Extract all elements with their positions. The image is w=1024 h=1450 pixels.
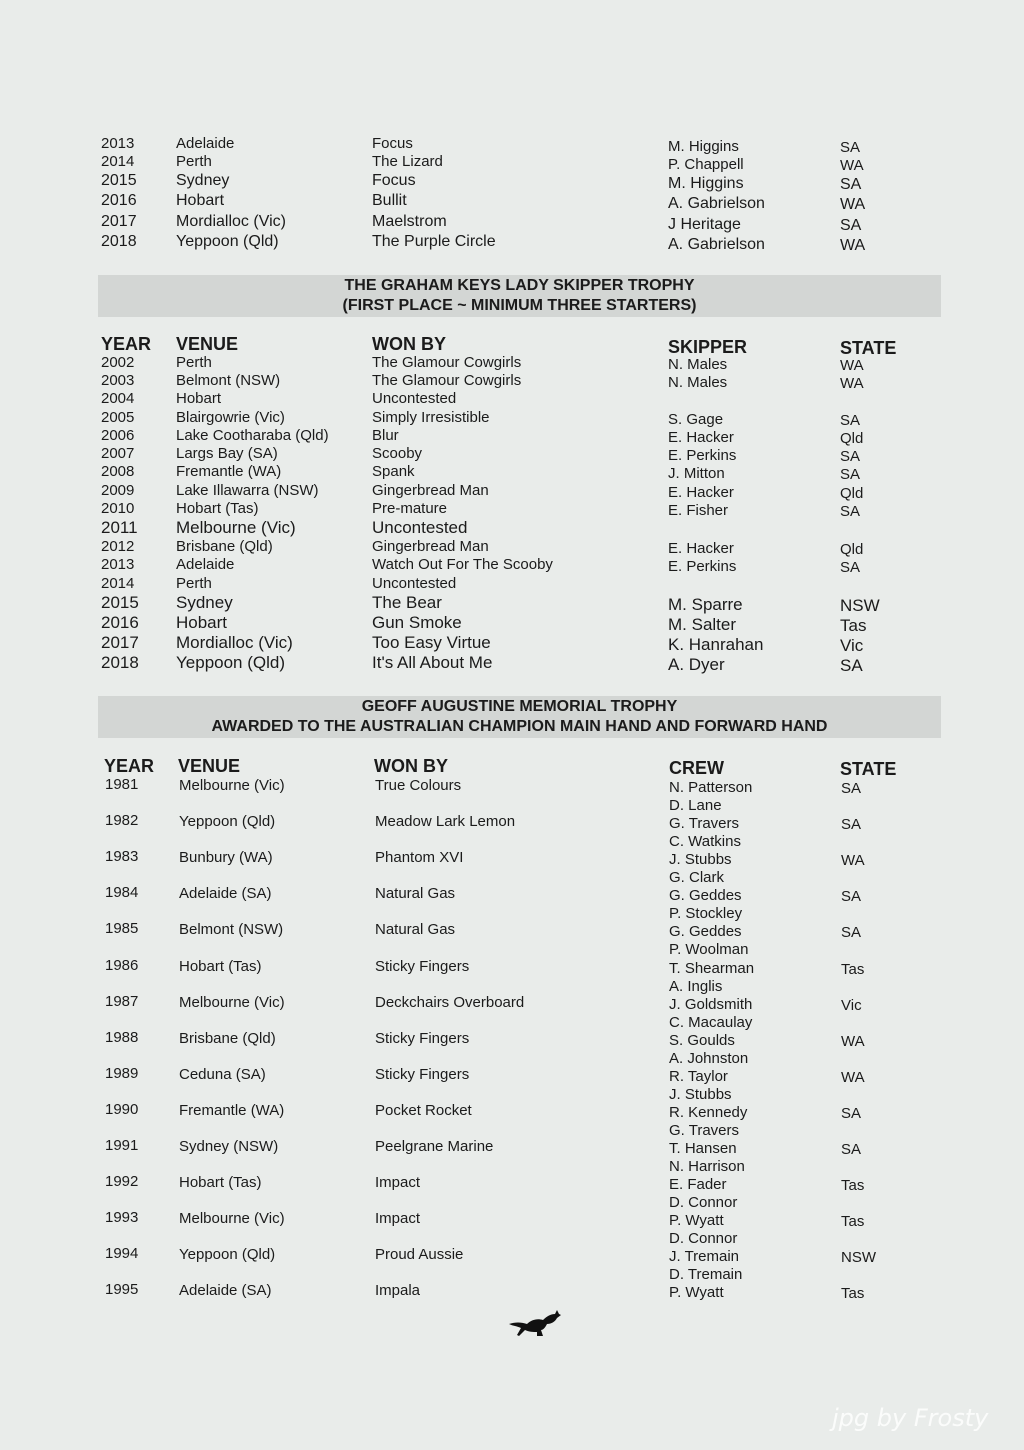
year-cell: 1989 [105,1065,139,1082]
state-cell: Qld [840,485,864,502]
venue-cell: Adelaide [176,556,235,573]
year-cell: 1992 [105,1173,139,1190]
header-won-by: WON BY [372,334,446,354]
year-cell: 2015 [101,593,139,612]
state-cell: SA [840,448,861,465]
year-cell: 2018 [101,233,137,250]
state-cell: SA [841,1105,862,1122]
won-by-cell: Impact [375,1174,421,1191]
won-by-cell: Focus [372,135,413,152]
won-by-cell: The Lizard [372,153,443,170]
venue-cell: Blairgowrie (Vic) [176,409,285,426]
venue-cell: Fremantle (WA) [176,463,282,480]
state-cell: SA [840,466,861,483]
venue-cell: Yeppoon (Qld) [179,1246,276,1263]
crew-forward-hand-cell: D. Tremain [669,1266,743,1283]
won-by-cell: Deckchairs Overboard [375,994,525,1011]
crew-main-hand-cell: E. Fader [669,1176,727,1193]
header-venue: VENUE [178,756,241,776]
won-by-cell: True Colours [375,777,462,794]
venue-cell: Hobart [176,390,222,407]
state-cell: WA [841,1033,865,1050]
crew-forward-hand-cell: A. Johnston [669,1050,749,1067]
won-by-cell: Impala [375,1282,421,1299]
venue-cell: Belmont (NSW) [176,372,281,389]
geoff-trophy-banner [98,696,941,738]
state-cell: SA [840,139,861,156]
state-cell: WA [840,237,866,254]
year-cell: 2012 [101,538,135,555]
header-skipper: SKIPPER [668,337,748,357]
header-venue: VENUE [176,334,239,354]
crew-main-hand-cell: G. Geddes [669,923,742,940]
won-by-cell: Watch Out For The Scooby [372,556,553,573]
won-by-cell: Simply Irresistible [372,409,490,426]
won-by-cell: Uncontested [372,575,457,592]
geoff-trophy-subtitle: AWARDED TO THE AUSTRALIAN CHAMPION MAIN HAND AND FORWARD HAND [211,718,828,735]
venue-cell: Yeppoon (Qld) [179,813,276,830]
crew-forward-hand-cell: C. Watkins [669,833,741,850]
won-by-cell: Phantom XVI [375,849,464,866]
skipper-cell: M. Sparre [668,595,743,614]
won-by-cell: Gingerbread Man [372,538,489,555]
state-cell: Qld [840,430,864,447]
skipper-cell: J Heritage [668,216,741,233]
won-by-cell: Sticky Fingers [375,958,470,975]
state-cell: NSW [840,596,880,615]
won-by-cell: Pre-mature [372,500,448,517]
venue-cell: Perth [176,354,212,371]
state-cell: WA [840,375,864,392]
venue-cell: Melbourne (Vic) [176,518,296,537]
skipper-cell: M. Salter [668,615,737,634]
venue-cell: Largs Bay (SA) [176,445,278,462]
won-by-cell: Sticky Fingers [375,1066,470,1083]
year-cell: 2003 [101,372,135,389]
state-cell: SA [840,217,862,234]
venue-cell: Sydney [176,172,230,189]
state-cell: WA [840,157,864,174]
state-cell: Tas [841,1285,865,1302]
state-cell: WA [840,357,864,374]
year-cell: 2014 [101,153,135,170]
year-cell: 1985 [105,920,139,937]
state-cell: SA [840,559,861,576]
crew-forward-hand-cell: D. Connor [669,1194,738,1211]
venue-cell: Adelaide (SA) [179,885,272,902]
venue-cell: Ceduna (SA) [179,1066,266,1083]
state-cell: Tas [841,1213,865,1230]
venue-cell: Yeppoon (Qld) [176,233,279,250]
year-cell: 2016 [101,613,139,632]
state-cell: Tas [841,1177,865,1194]
year-cell: 1982 [105,812,139,829]
won-by-cell: Uncontested [372,518,468,537]
year-cell: 1987 [105,993,139,1010]
kangaroo-icon [505,1302,563,1342]
header-crew: CREW [669,758,724,778]
state-cell: SA [841,816,862,833]
won-by-cell: The Glamour Cowgirls [372,372,522,389]
state-cell: Tas [840,616,867,635]
state-cell: NSW [841,1249,876,1266]
year-cell: 2013 [101,135,135,152]
skipper-cell: J. Mitton [668,465,725,482]
year-cell: 1991 [105,1137,139,1154]
state-cell: SA [841,1141,862,1158]
venue-cell: Melbourne (Vic) [179,994,285,1011]
venue-cell: Fremantle (WA) [179,1102,285,1119]
header-state: STATE [840,759,897,779]
header-won-by: WON BY [374,756,448,776]
year-cell: 2011 [101,518,138,537]
crew-forward-hand-cell: P. Woolman [669,941,749,958]
skipper-cell: A. Gabrielson [668,195,765,212]
state-cell: Vic [840,636,864,655]
state-cell: SA [841,780,862,797]
won-by-cell: The Purple Circle [372,233,496,250]
state-cell: WA [840,196,866,213]
crew-forward-hand-cell: C. Macaulay [669,1014,753,1031]
year-cell: 2013 [101,556,135,573]
year-cell: 1995 [105,1281,139,1298]
venue-cell: Bunbury (WA) [179,849,273,866]
venue-cell: Brisbane (Qld) [176,538,273,555]
crew-main-hand-cell: G. Geddes [669,887,742,904]
venue-cell: Belmont (NSW) [179,921,284,938]
skipper-cell: S. Gage [668,411,724,428]
year-cell: 1986 [105,957,139,974]
crew-forward-hand-cell: A. Inglis [669,978,723,995]
lady-trophy-title: THE GRAHAM KEYS LADY SKIPPER TROPHY [344,277,695,294]
crew-main-hand-cell: S. Goulds [669,1032,735,1049]
year-cell: 2017 [101,213,137,230]
won-by-cell: Spank [372,463,415,480]
crew-forward-hand-cell: G. Clark [669,869,725,886]
won-by-cell: Meadow Lark Lemon [375,813,516,830]
skipper-cell: K. Hanrahan [668,635,764,654]
won-by-cell: Maelstrom [372,213,447,230]
state-cell: Qld [840,541,864,558]
year-cell: 2016 [101,192,137,209]
won-by-cell: Sticky Fingers [375,1030,470,1047]
won-by-cell: Gingerbread Man [372,482,489,499]
skipper-cell: E. Hacker [668,429,734,446]
won-by-cell: The Glamour Cowgirls [372,354,522,371]
venue-cell: Yeppoon (Qld) [176,653,286,672]
state-cell: SA [841,924,862,941]
year-cell: 2005 [101,409,135,426]
skipper-cell: A. Gabrielson [668,236,765,253]
year-cell: 2017 [101,633,139,652]
year-cell: 2004 [101,390,135,407]
state-cell: SA [840,656,863,675]
won-by-cell: Bullit [372,192,407,209]
won-by-cell: It's All About Me [372,653,493,672]
state-cell: SA [840,176,862,193]
year-cell: 2002 [101,354,135,371]
header-year: YEAR [101,334,152,354]
won-by-cell: Uncontested [372,390,457,407]
skipper-cell: A. Dyer [668,655,725,674]
year-cell: 1993 [105,1209,139,1226]
skipper-cell: P. Chappell [668,156,744,173]
venue-cell: Adelaide [176,135,235,152]
venue-cell: Hobart [176,613,228,632]
venue-cell: Perth [176,153,212,170]
state-cell: WA [841,1069,865,1086]
skipper-cell: N. Males [668,356,728,373]
skipper-cell: E. Fisher [668,502,729,519]
geoff-trophy-title: GEOFF AUGUSTINE MEMORIAL TROPHY [361,698,678,715]
year-cell: 2008 [101,463,135,480]
venue-cell: Lake Cootharaba (Qld) [176,427,329,444]
won-by-cell: Too Easy Virtue [372,633,491,652]
crew-main-hand-cell: N. Patterson [669,779,753,796]
crew-forward-hand-cell: N. Harrison [669,1158,745,1175]
year-cell: 1988 [105,1029,139,1046]
skipper-cell: E. Hacker [668,540,734,557]
crew-forward-hand-cell: P. Stockley [669,905,743,922]
venue-cell: Adelaide (SA) [179,1282,272,1299]
year-cell: 2018 [101,653,139,672]
won-by-cell: Focus [372,172,416,189]
venue-cell: Hobart (Tas) [179,1174,262,1191]
state-cell: WA [841,852,865,869]
photo-credit-watermark: jpg by Frosty [832,1404,989,1432]
year-cell: 1994 [105,1245,139,1262]
won-by-cell: Natural Gas [375,921,456,938]
year-cell: 2015 [101,172,137,189]
year-cell: 1984 [105,884,139,901]
year-cell: 2010 [101,500,135,517]
crew-main-hand-cell: T. Shearman [669,960,755,977]
crew-main-hand-cell: G. Travers [669,815,740,832]
crew-main-hand-cell: P. Wyatt [669,1212,724,1229]
crew-forward-hand-cell: J. Stubbs [669,1086,732,1103]
skipper-cell: E. Hacker [668,484,734,501]
year-cell: 1983 [105,848,139,865]
crew-main-hand-cell: R. Kennedy [669,1104,748,1121]
year-cell: 2014 [101,575,135,592]
state-cell: Vic [841,997,862,1014]
header-year: YEAR [104,756,155,776]
crew-forward-hand-cell: D. Connor [669,1230,738,1247]
venue-cell: Hobart [176,192,225,209]
venue-cell: Mordialloc (Vic) [176,213,286,230]
won-by-cell: Gun Smoke [372,613,462,632]
venue-cell: Melbourne (Vic) [179,1210,285,1227]
header-state: STATE [840,338,897,358]
venue-cell: Perth [176,575,212,592]
crew-main-hand-cell: T. Hansen [669,1140,737,1157]
skipper-cell: M. Higgins [668,175,744,192]
state-cell: SA [840,412,861,429]
won-by-cell: Blur [372,427,399,444]
state-cell: SA [840,503,861,520]
skipper-cell: E. Perkins [668,558,737,575]
year-cell: 2007 [101,445,135,462]
won-by-cell: Peelgrane Marine [375,1138,494,1155]
venue-cell: Melbourne (Vic) [179,777,285,794]
state-cell: Tas [841,961,865,978]
venue-cell: Hobart (Tas) [176,500,259,517]
won-by-cell: Impact [375,1210,421,1227]
venue-cell: Sydney (NSW) [179,1138,279,1155]
venue-cell: Sydney [176,593,233,612]
crew-forward-hand-cell: G. Travers [669,1122,740,1139]
lady-trophy-banner [98,275,941,317]
crew-forward-hand-cell: D. Lane [669,797,722,814]
crew-main-hand-cell: J. Stubbs [669,851,732,868]
skipper-cell: N. Males [668,374,728,391]
won-by-cell: Natural Gas [375,885,456,902]
venue-cell: Mordialloc (Vic) [176,633,293,652]
crew-main-hand-cell: R. Taylor [669,1068,728,1085]
skipper-cell: E. Perkins [668,447,737,464]
venue-cell: Brisbane (Qld) [179,1030,276,1047]
venue-cell: Hobart (Tas) [179,958,262,975]
crew-main-hand-cell: J. Tremain [669,1248,740,1265]
venue-cell: Lake Illawarra (NSW) [176,482,319,499]
year-cell: 2006 [101,427,135,444]
year-cell: 1990 [105,1101,139,1118]
year-cell: 1981 [105,776,139,793]
won-by-cell: Proud Aussie [375,1246,464,1263]
skipper-cell: M. Higgins [668,138,739,155]
won-by-cell: Scooby [372,445,423,462]
won-by-cell: The Bear [372,593,442,612]
lady-trophy-subtitle: (FIRST PLACE ~ MINIMUM THREE STARTERS) [342,297,697,314]
state-cell: SA [841,888,862,905]
year-cell: 2009 [101,482,135,499]
crew-main-hand-cell: P. Wyatt [669,1284,724,1301]
won-by-cell: Pocket Rocket [375,1102,472,1119]
crew-main-hand-cell: J. Goldsmith [669,996,753,1013]
